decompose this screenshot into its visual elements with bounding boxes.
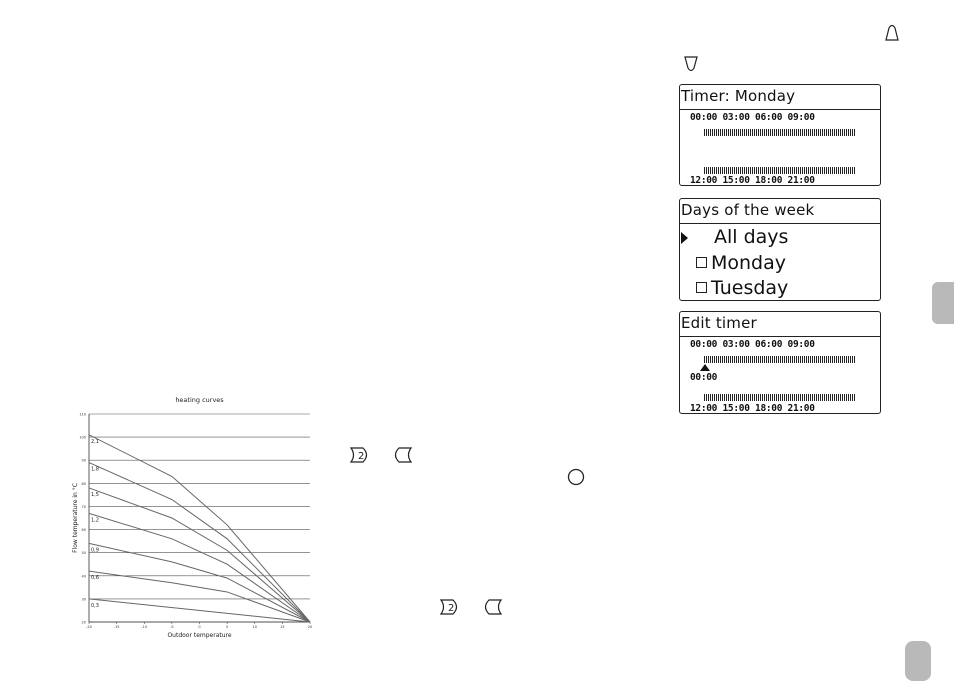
top-time-scale: 00:00 03:00 06:00 09:00 — [690, 339, 815, 350]
y-tick-label: 80 — [81, 481, 86, 486]
menu-item-label: Tuesday — [711, 277, 789, 299]
x-tick-label: 5 — [226, 625, 229, 629]
down-arrow-icon — [683, 55, 699, 73]
y-axis-label: Flow temperature in °C — [72, 483, 79, 553]
menu-item-label: All days — [714, 226, 789, 248]
x-tick-label: -15 — [113, 625, 120, 629]
page-tab — [905, 641, 931, 681]
x-axis-label: Outdoor temperature — [167, 632, 232, 639]
left-button-icon — [480, 599, 502, 615]
menu-item-all-days[interactable] — [714, 226, 788, 248]
circle-button-icon — [567, 468, 585, 486]
cursor-time: 00:00 — [690, 372, 718, 383]
screen-title: Edit timer — [680, 312, 880, 337]
curve-label: 2,1 — [91, 438, 99, 445]
right-button-icon — [440, 599, 462, 615]
time-cursor-icon — [700, 364, 710, 371]
chart-title: heating curves — [175, 396, 224, 404]
curve-line — [89, 463, 310, 622]
top-time-scale: 00:00 03:00 06:00 09:00 — [690, 112, 815, 123]
curve-label: 0,6 — [91, 575, 99, 582]
right-button-icon — [350, 447, 372, 463]
y-tick-label: 40 — [81, 574, 86, 579]
days-of-week-screen — [679, 198, 881, 301]
bottom-time-scale: 12:00 15:00 18:00 21:00 — [690, 403, 815, 414]
x-tick-label: 15 — [280, 625, 285, 629]
heating-curves-chart — [70, 392, 320, 642]
curve-label: 1,5 — [91, 491, 99, 498]
selection-cursor-icon — [681, 232, 689, 244]
y-tick-label: 60 — [81, 528, 86, 533]
y-tick-label: 50 — [81, 551, 86, 556]
x-tick-label: -20 — [86, 625, 92, 629]
y-tick-label: 30 — [81, 597, 86, 602]
timer-bar-morning — [704, 356, 856, 363]
curve-label: 0,9 — [91, 547, 99, 554]
timer-bar-morning — [704, 129, 856, 136]
timer-bar-afternoon — [704, 394, 856, 401]
y-tick-label: 100 — [79, 435, 86, 440]
timer-bar-afternoon — [704, 167, 856, 174]
checkbox[interactable] — [696, 257, 707, 268]
up-arrow-icon — [884, 24, 900, 42]
x-tick-label: 10 — [252, 625, 257, 629]
curve-line — [89, 571, 310, 622]
x-tick-label: -5 — [170, 625, 174, 629]
curve-label: 0,3 — [91, 602, 99, 609]
y-tick-label: 70 — [81, 504, 86, 509]
button-number: 2 — [358, 451, 365, 462]
menu-item-tuesday[interactable] — [696, 277, 788, 299]
edit-timer-screen — [679, 311, 881, 414]
bottom-time-scale: 12:00 15:00 18:00 21:00 — [690, 175, 815, 186]
menu-item-monday[interactable] — [696, 252, 786, 274]
timer-monday-screen — [679, 84, 881, 186]
curve-label: 1,2 — [91, 517, 99, 524]
screen-title: Timer: Monday — [680, 85, 880, 110]
y-tick-label: 90 — [81, 458, 86, 463]
screen-title: Days of the week — [680, 199, 880, 224]
x-tick-label: -10 — [141, 625, 148, 629]
x-tick-label: 0 — [198, 625, 201, 629]
button-number: 2 — [448, 603, 455, 614]
curve-label: 1,8 — [91, 466, 99, 473]
menu-item-label: Monday — [711, 252, 787, 274]
chapter-tab — [932, 282, 954, 324]
x-tick-label: 20 — [307, 625, 313, 629]
y-tick-label: 110 — [79, 412, 86, 417]
y-tick-label: 20 — [81, 620, 86, 625]
left-button-icon — [390, 447, 412, 463]
checkbox[interactable] — [696, 282, 707, 293]
